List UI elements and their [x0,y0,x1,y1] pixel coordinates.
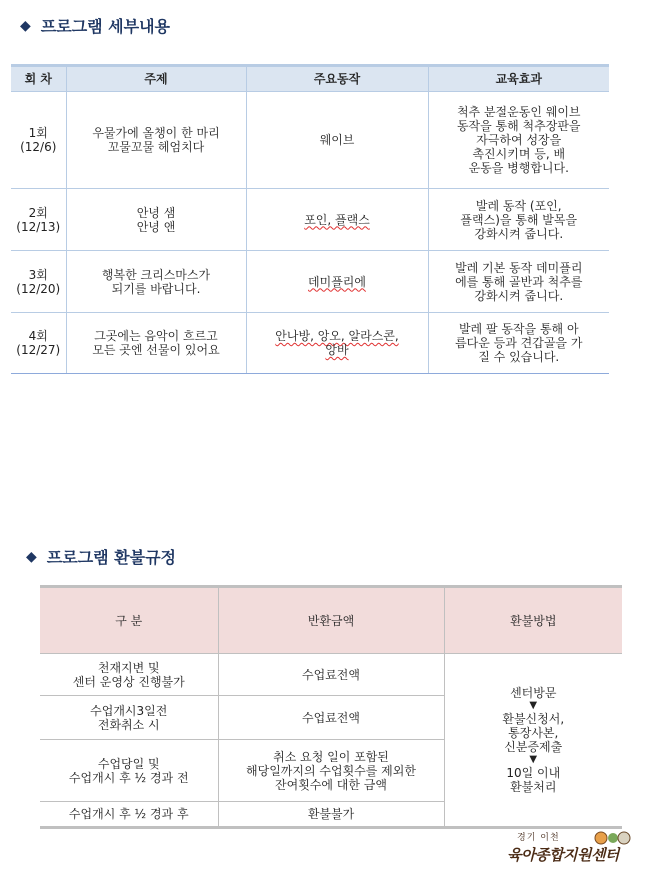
down-arrow-icon: ▼ [529,700,538,711]
refund-policy-title-text: 프로그램 환불규정 [46,548,176,567]
effect-cell: 발레 기본 동작 데미플리 에를 통해 골반과 척추를 강화시켜 줍니다. [428,251,609,313]
category-cell: 천재지변 및 센터 운영상 진행불가 [40,654,218,696]
table-row [11,189,609,251]
logo-main-text: 육아종합지원센터 [507,846,619,864]
logo-small-text: 경기 이천 [517,833,560,843]
table-row [11,92,609,189]
header-method: 환불방법 [444,587,622,654]
program-schedule-table [11,64,609,374]
header-effect: 교육효과 [428,66,609,92]
topic-cell: 행복한 크리스마스가 되기를 바랍니다. [66,251,246,313]
category-cell: 수업당일 및 수업개시 후 ½ 경과 전 [40,740,218,802]
category-cell: 수업개시 후 ½ 경과 후 [40,802,218,828]
center-logo [505,828,645,866]
refund-policy-table [40,585,622,829]
down-arrow-icon: ▼ [529,754,538,765]
refund-method-cell: 센터방문 ▼ 환불신청서, 통장사본, 신분증제출 ▼ 10일 이내 환불처리 [444,654,622,828]
amount-cell: 수업료전액 [218,654,444,696]
moves-cell: 웨이브 [246,92,428,189]
moves-cell: 데미플리에 [246,251,428,313]
header-moves: 주요동작 [246,66,428,92]
header-amount: 반환금액 [218,587,444,654]
session-cell: 2회 (12/13) [11,189,66,251]
session-cell: 4회 (12/27) [11,313,66,374]
effect-cell: 발레 동작 (포인, 플랙스)을 통해 발목을 강화시켜 줍니다. [428,189,609,251]
program-details-title-text: 프로그램 세부내용 [40,17,170,36]
table-row [11,313,609,374]
table-row [11,251,609,313]
table-row [40,654,622,696]
topic-cell: 우물가에 올챙이 한 마리 꼬물꼬물 헤엄치다 [66,92,246,189]
amount-cell: 취소 요청 일이 포함된 해당일까지의 수업횟수를 제외한 잔여횟수에 대한 금액 [218,740,444,802]
category-cell: 수업개시3일전 전화취소 시 [40,696,218,740]
effect-cell: 척추 분절운동인 웨이브 동작을 통해 척추장판을 자극하여 성장을 촉진시키며 등, 배 운동을 병행합니다. [428,92,609,189]
topic-cell: 안녕 샘 안녕 앤 [66,189,246,251]
header-session: 회 차 [11,66,66,92]
diamond-bullet-icon: ◆ [26,548,37,565]
diamond-bullet-icon: ◆ [20,17,31,34]
refund-policy-title [26,545,176,568]
session-cell: 3회 (12/20) [11,251,66,313]
header-topic: 주제 [66,66,246,92]
moves-cell: 포인, 플랙스 [246,189,428,251]
header-category: 구 분 [40,587,218,654]
moves-cell: 안나방, 앙오, 알라스콘, 앙바 [246,313,428,374]
topic-cell: 그곳에는 음악이 흐르고 모든 곳엔 선물이 있어요 [66,313,246,374]
program-details-title [20,14,170,37]
session-cell: 1회 (12/6) [11,92,66,189]
schedule-header-row [11,66,609,92]
amount-cell: 수업료전액 [218,696,444,740]
effect-cell: 발레 팔 동작을 통해 아 름다운 등과 견갑골을 가 질 수 있습니다. [428,313,609,374]
refund-header-row [40,587,622,654]
amount-cell: 환불불가 [218,802,444,828]
